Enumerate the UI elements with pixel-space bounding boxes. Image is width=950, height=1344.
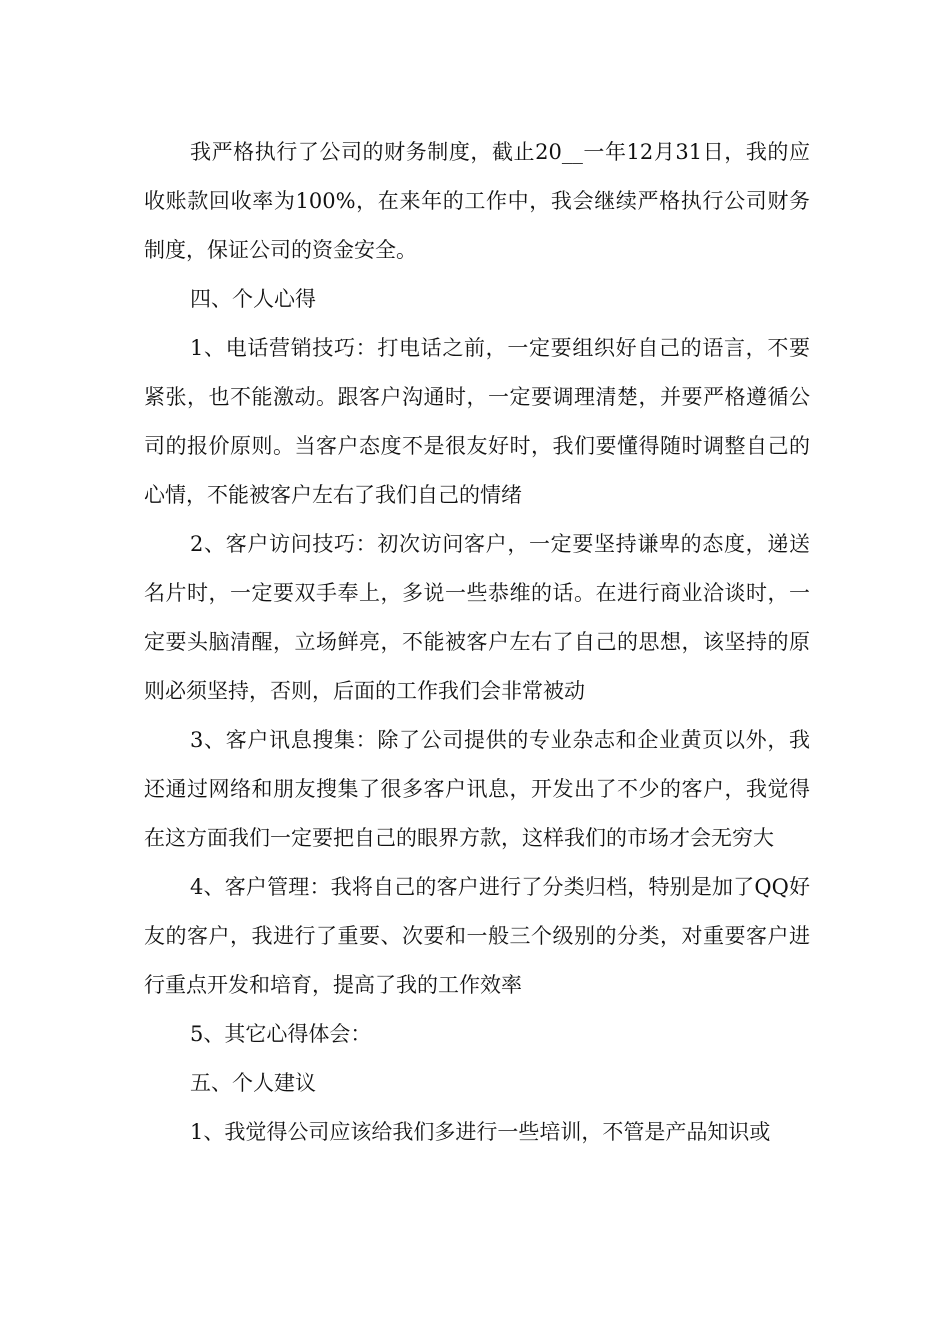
paragraph-training-suggestion: 1、我觉得公司应该给我们多进行一些培训，不管是产品知识或 bbox=[190, 1120, 771, 1144]
paragraph-client-management: 4、客户管理：我将自己的客户进行了分类归档，特别是加了QQ好友的客户，我进行了重要、次要和一般三个级别的分类，对重要客户进行重点开发和培育，提高了我的工作效率 bbox=[144, 875, 810, 997]
paragraph-client-visit-skills: 2、客户访问技巧：初次访问客户，一定要坚持谦卑的态度，递送名片时，一定要双手奉上，多说一些恭维的话。在进行商业洽谈时，一定要头脑清醒，立场鲜亮，不能被客户左右了自己的思想，该坚持的原则必须坚持，否则，后面的工作我们会非常被动 bbox=[144, 532, 810, 703]
document-body bbox=[144, 128, 810, 1157]
section-heading-personal-experience: 四、个人心得 bbox=[190, 287, 316, 311]
section-heading-personal-suggestions: 五、个人建议 bbox=[190, 1071, 316, 1095]
paragraph-phone-sales-skills: 1、电话营销技巧：打电话之前，一定要组织好自己的语言，不要紧张，也不能激动。跟客户沟通时，一定要调理清楚，并要严格遵循公司的报价原则。当客户态度不是很友好时，我们要懂得随时调整自己的心情，不能被客户左右了我们自己的情绪 bbox=[144, 336, 810, 507]
paragraph-other-experience: 5、其它心得体会： bbox=[190, 1022, 372, 1046]
paragraph-client-info-collection: 3、客户讯息搜集：除了公司提供的专业杂志和企业黄页以外，我还通过网络和朋友搜集了很多客户讯息，开发出了不少的客户，我觉得在这方面我们一定要把自己的眼界方款，这样我们的市场才会无穷大 bbox=[144, 728, 810, 850]
paragraph-finance-policy: 我严格执行了公司的财务制度，截止20__一年12月31日，我的应收账款回收率为100%，在来年的工作中，我会继续严格执行公司财务制度，保证公司的资金安全。 bbox=[144, 140, 810, 262]
